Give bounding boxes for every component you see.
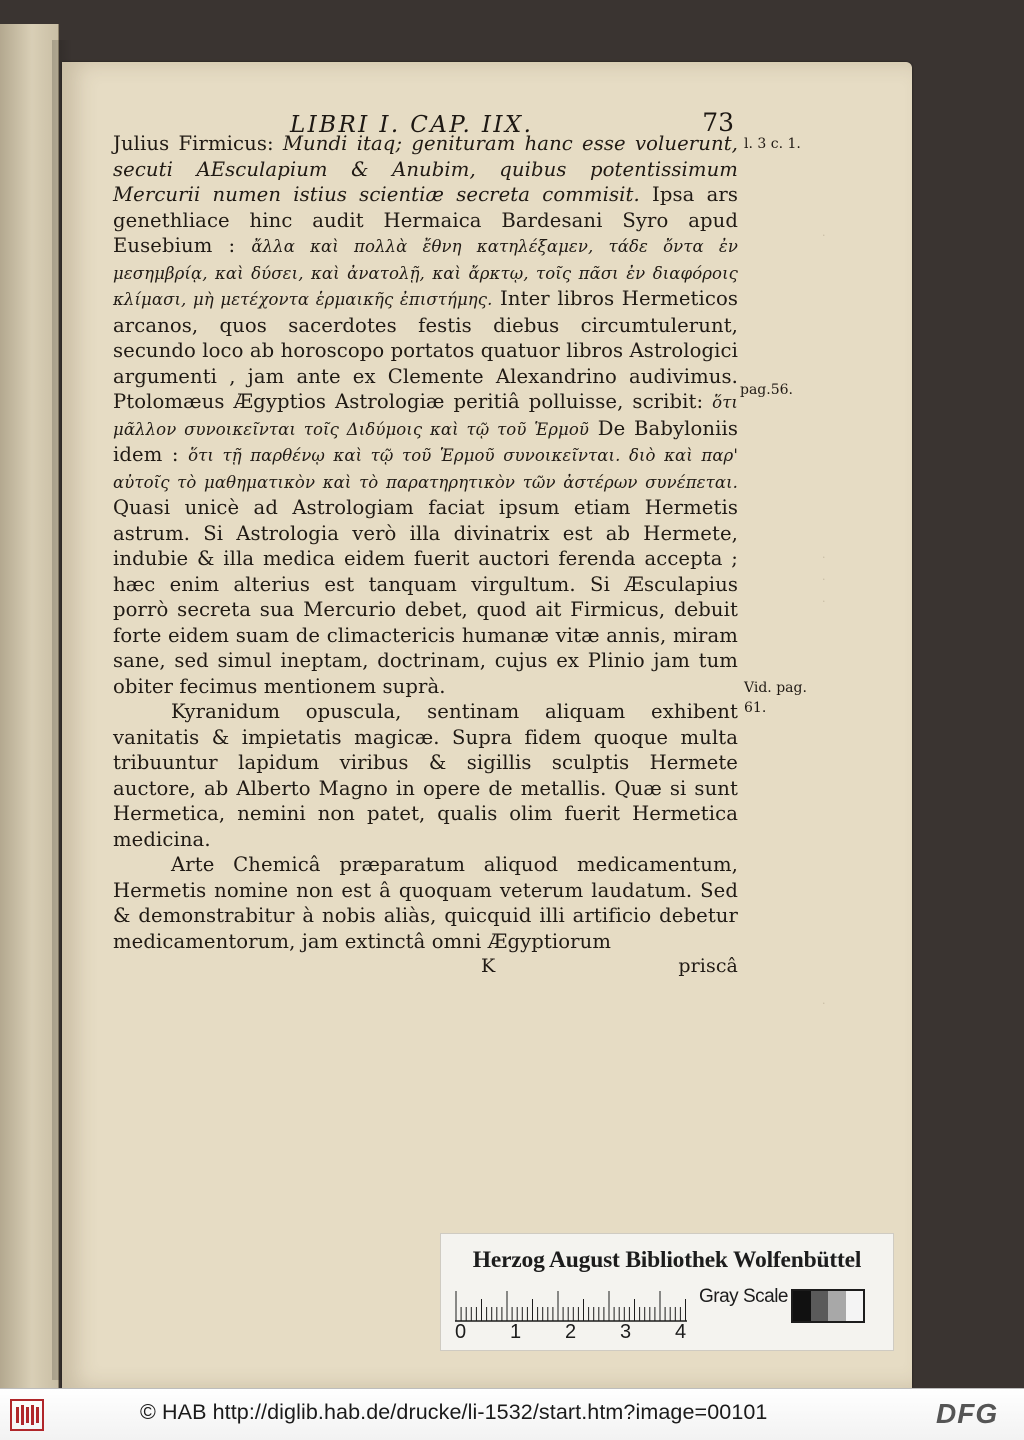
catchword: priscâ [678,955,738,977]
dfg-logo: DFG [936,1398,999,1429]
hab-logo-icon [10,1399,44,1431]
gray-swatch [811,1291,829,1321]
margin-note: pag.56. [740,382,793,398]
color-target-card [440,1233,894,1351]
body-text [113,131,738,980]
ruler-number: 3 [620,1321,632,1343]
catchword-row [113,954,738,980]
gray-swatch [793,1291,811,1321]
ruler-number: 0 [455,1321,467,1343]
text-run: Inter libros Hermeticos arcanos, quos sacerdotes festis diebus circumtulerunt, secundo loco ab horoscopo portatos quatuor libros Astrologici argumenti , jam ante ex Clemente Alexandrino audivimus. Ptolomæus Ægyptios Astrologiæ peritiâ polluisse, scribit: [113,287,738,413]
greek-quote: ἄλλα καὶ πολλὰ ἔθνη κατηλέξαμεν, τάδε ὄντα ἐν μεσημβρίᾳ, καὶ δύσει, καὶ ἀνατολῇ, καὶ ἄρκτῳ, τοῖς πᾶσι ἐν διαφόροις κλίμασι, μὴ μετέχοντα ἑρμαικῆς ἐπιστήμης. [113,237,738,309]
margin-note: Vid. pag. [744,680,807,696]
paragraph-2: Kyranidum opuscula, sentinam aliquam exhibent vanitatis & impietatis magicæ. Supra fidem quoque multa tribuuntur lapidum viribus & sigillis sculptis Hermete auctore, ab Alberto Magno in opere de metallis. Quæ si sunt Hermetica, nemini non patet, qualis olim fuerit Hermetica medicina. [113,700,738,851]
previous-page-edge [0,24,59,1388]
signature-mark: K [481,955,496,977]
gray-scale-swatches [791,1289,865,1323]
ruler-number: 4 [675,1321,687,1343]
viewer-footer [0,1388,1024,1440]
greek-quote: ὅτι μᾶλλον συνοικεῖνται τοῖς Διδύμοις καὶ τῷ τοῦ Ἑρμοῦ [113,393,738,439]
ruler-numbers [449,1321,709,1343]
margin-note: l. 3 c. 1. [744,136,801,152]
gray-swatch [828,1291,846,1321]
gray-swatch [846,1291,864,1321]
bleed-through-notes: . . . . . [822,226,826,1007]
paragraph-1 [113,131,738,699]
ruler-scale [455,1290,687,1322]
text-run: Ipsa ars genethliace hinc audit Hermaica Bardesani Syro apud Eusebium : [113,183,738,257]
gray-scale-label: Gray Scale [699,1286,788,1307]
page-number: 73 [702,108,734,137]
author-name: Julius Firmicus: [113,132,283,155]
copyright-url: © HAB http://diglib.hab.de/drucke/li-1532/start.htm?image=00101 [140,1400,768,1424]
latin-quote: Mundi itaq; genituram hanc esse voluerunt, secuti AEsculapium & Anubim, quibus potentissimum Mercurii numen istius scientiæ secreta commisit. [113,132,738,206]
ruler-number: 1 [510,1321,522,1343]
text-run: De Babyloniis idem : [113,416,739,466]
margin-note: 61. [744,700,767,716]
greek-quote: ὅτι τῇ παρθένῳ καὶ τῷ τοῦ Ἑρμοῦ συνοικεῖνται. διὸ καὶ παρ' αὐτοῖς τὸ μαθηματικὸν καὶ τὸ παρατηρητικὸν τῶν ἀστέρων συνέπεται. [113,446,738,492]
ruler-number: 2 [565,1321,577,1343]
running-head: LIBRI I. CAP. IIX. [290,112,534,138]
library-name: Herzog August Bibliothek Wolfenbüttel [472,1247,862,1273]
paragraph-3: Arte Chemicâ præparatum aliquod medicamentum, Hermetis nomine non est â quoquam veterum laudatum. Sed & demonstrabitur à nobis aliàs, quicquid illi artificio debetur medicamentorum, jam extinctâ omni Ægyptiorum [113,853,738,953]
text-run: Quasi unicè ad Astrologiam faciat ipsum etiam Hermetis astrum. Si Astrologia verò illa divinatrix est ab Hermete, indubie & illa medica eidem fuerit auctori ferenda accepta ; hæc enim alterius est tanquam virgultum. Si Æsculapius porrò secreta sua Mercurio debet, quod ait Firmicus, debuit forte eidem suam de climactericis humanæ vitæ annis, miram sane, sed simul ineptam, doctrinam, cujus ex Plinio jam tum obiter fecimus mentionem suprà. [113,496,738,698]
